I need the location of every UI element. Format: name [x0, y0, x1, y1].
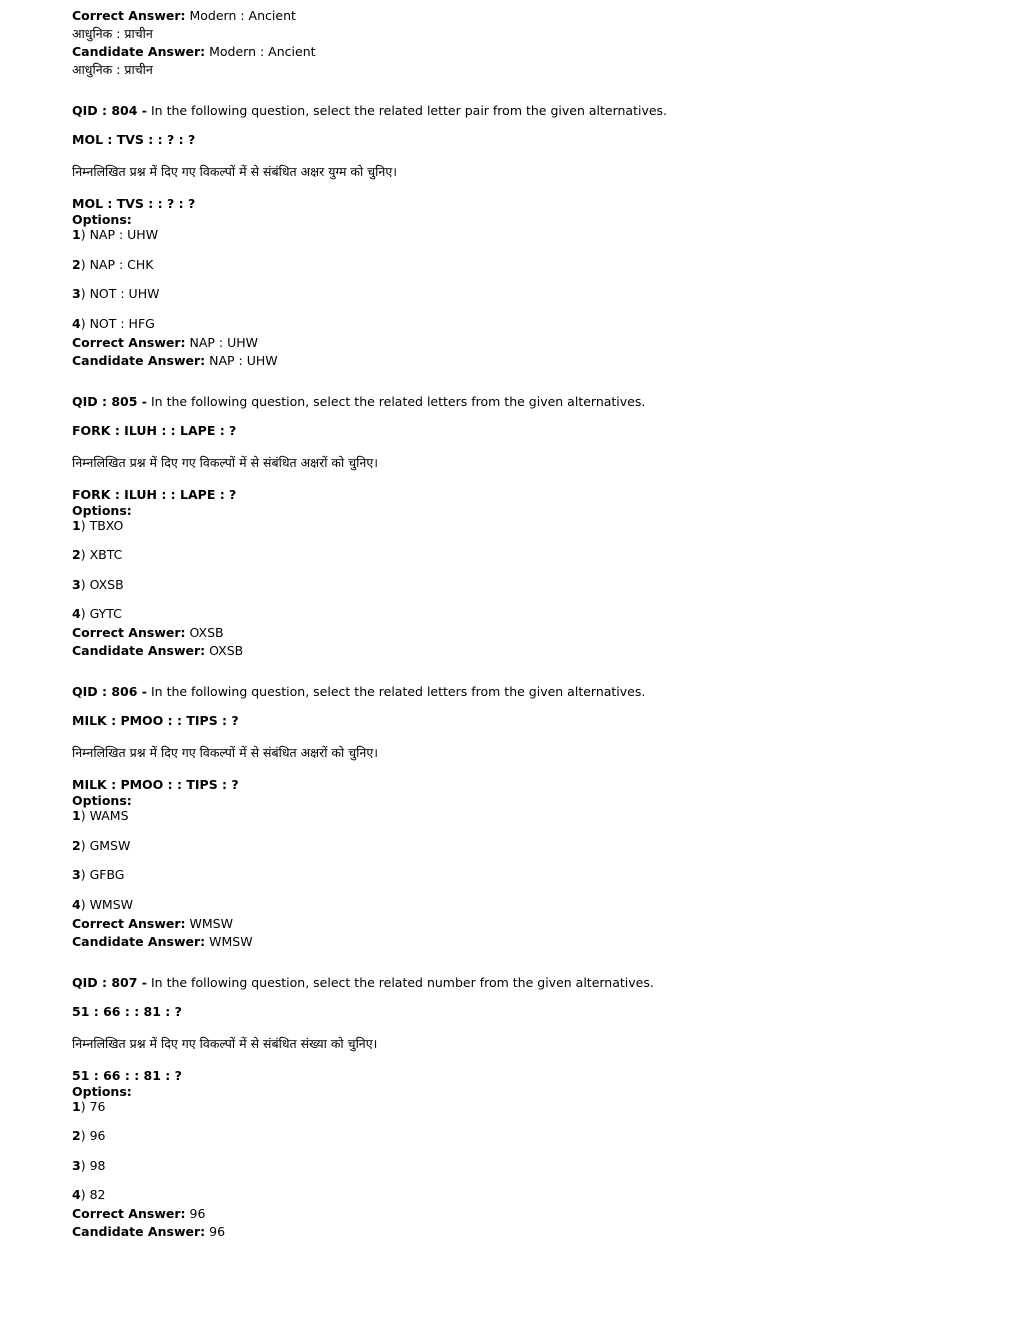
- option-number: 4: [72, 896, 81, 912]
- option-item: 3) GFBG: [72, 867, 125, 882]
- options-label: Options:: [72, 502, 132, 518]
- candidate-answer-value: 96: [209, 1224, 226, 1239]
- question-block: [72, 974, 972, 1242]
- option-text: XBTC: [89, 547, 123, 562]
- option-text: GMSW: [89, 837, 131, 853]
- options-label: Options:: [72, 1083, 132, 1099]
- options-list: [72, 807, 972, 914]
- question-prompt-hindi: FORK : ILUH : : LAPE : ?: [72, 486, 237, 502]
- question-list: [72, 102, 972, 1241]
- option-number: 4: [72, 315, 81, 331]
- candidate-answer-value: Modern : Ancient: [209, 44, 316, 59]
- option-text: NAP : CHK: [89, 256, 154, 272]
- question-header: [72, 393, 972, 411]
- option-item: 4) 82: [72, 1187, 106, 1202]
- option-item: 4) NOT : HFG: [72, 315, 155, 331]
- correct-answer-row: [72, 915, 972, 933]
- question-prompt-english: 51 : 66 : : 81 : ?: [72, 1003, 182, 1019]
- option-item: 2) XBTC: [72, 547, 123, 562]
- option-item: 2) GMSW: [72, 837, 131, 853]
- question-text-english: In the following question, select the related letters from the given alternatives.: [150, 684, 646, 699]
- candidate-answer-row: [72, 1223, 972, 1241]
- option-text: OXSB: [89, 576, 124, 592]
- options-list: [72, 226, 972, 333]
- correct-answer-value: Modern : Ancient: [189, 8, 296, 23]
- option-number: 1: [72, 808, 81, 823]
- option-item: 1) NAP : UHW: [72, 227, 159, 242]
- correct-answer-label: Correct Answer:: [72, 1206, 186, 1221]
- candidate-answer-value: NAP : UHW: [209, 352, 278, 368]
- question-header: [72, 102, 972, 120]
- option-item: 1) TBXO: [72, 517, 124, 533]
- option-number: 4: [72, 606, 81, 621]
- question-prompt-hindi: 51 : 66 : : 81 : ?: [72, 1067, 182, 1083]
- option-item: 1) 76: [72, 1098, 106, 1114]
- question-prompt-hindi: MILK : PMOO : : TIPS : ?: [72, 777, 239, 792]
- option-item: 2) 96: [72, 1128, 106, 1143]
- option-text: TBXO: [89, 517, 124, 533]
- question-text-hindi: निम्नलिखित प्रश्न में दिए गए विकल्पों में से संबंधित संख्या को चुनिए।: [72, 1035, 378, 1051]
- option-item: 3) NOT : UHW: [72, 286, 160, 301]
- correct-answer-label: Correct Answer:: [72, 8, 186, 23]
- options-label: Options:: [72, 212, 132, 227]
- correct-answer-row: [72, 334, 972, 352]
- option-number: 3: [72, 286, 81, 301]
- option-text: 96: [89, 1128, 106, 1143]
- option-text: WMSW: [89, 896, 134, 912]
- candidate-answer-label: Candidate Answer:: [72, 933, 206, 949]
- candidate-answer-row: [72, 43, 972, 61]
- option-text: NOT : UHW: [89, 286, 160, 301]
- question-text-hindi: निम्नलिखित प्रश्न में दिए गए विकल्पों में से संबंधित अक्षरों को चुनिए।: [72, 454, 379, 470]
- question-prompt-english: FORK : ILUH : : LAPE : ?: [72, 422, 237, 438]
- correct-answer-row: [72, 1205, 972, 1223]
- candidate-answer-label: Candidate Answer:: [72, 643, 206, 658]
- question-prompt-english: MOL : TVS : : ? : ?: [72, 132, 196, 147]
- question-id: QID : 804 -: [72, 103, 147, 118]
- question-text-english: In the following question, select the related letter pair from the given alternatives.: [150, 103, 668, 118]
- candidate-answer-value: OXSB: [209, 643, 244, 658]
- option-item: 2) NAP : CHK: [72, 256, 154, 272]
- options-label: Options:: [72, 793, 132, 808]
- correct-answer-value: WMSW: [189, 915, 233, 931]
- question-block: [72, 393, 972, 661]
- question-text-hindi: निम्नलिखित प्रश्न में दिए गए विकल्पों में से संबंधित अक्षर युग्म को चुनिए।: [72, 164, 397, 179]
- option-number: 3: [72, 1157, 81, 1173]
- option-text: GFBG: [89, 867, 125, 882]
- option-text: 98: [89, 1157, 106, 1173]
- option-item: 3) OXSB: [72, 576, 124, 592]
- answer-sheet-page: [72, 7, 972, 1241]
- candidate-answer-row: [72, 933, 972, 951]
- correct-answer-label: Correct Answer:: [72, 334, 186, 350]
- option-number: 1: [72, 227, 81, 242]
- option-text: NAP : UHW: [89, 227, 159, 242]
- question-block: [72, 102, 972, 370]
- option-number: 2: [72, 256, 81, 272]
- correct-answer-value: OXSB: [189, 625, 224, 640]
- option-item: 4) GYTC: [72, 606, 122, 621]
- question-block: [72, 683, 972, 951]
- option-number: 2: [72, 1128, 81, 1143]
- question-id: QID : 806 -: [72, 684, 147, 699]
- option-item: 4) WMSW: [72, 896, 134, 912]
- previous-question-answers: [72, 7, 972, 79]
- question-text-english: In the following question, select the related letters from the given alternatives.: [150, 393, 646, 409]
- question-text-hindi: निम्नलिखित प्रश्न में दिए गए विकल्पों में से संबंधित अक्षरों को चुनिए।: [72, 745, 379, 760]
- option-number: 2: [72, 837, 81, 853]
- correct-answer-value: 96: [189, 1206, 206, 1221]
- question-header: [72, 683, 972, 701]
- candidate-answer-label: Candidate Answer:: [72, 44, 206, 59]
- option-number: 1: [72, 1098, 81, 1114]
- question-id: QID : 807 -: [72, 974, 147, 990]
- correct-answer-hindi: आधुनिक : प्राचीन: [72, 26, 153, 41]
- question-prompt-english: MILK : PMOO : : TIPS : ?: [72, 713, 239, 728]
- candidate-answer-hindi: आधुनिक : प्राचीन: [72, 62, 153, 77]
- option-number: 3: [72, 576, 81, 592]
- option-number: 4: [72, 1187, 81, 1202]
- candidate-answer-label: Candidate Answer:: [72, 352, 206, 368]
- option-item: 3) 98: [72, 1157, 106, 1173]
- correct-answer-value: NAP : UHW: [189, 334, 259, 350]
- candidate-answer-row: [72, 642, 972, 660]
- option-item: 1) WAMS: [72, 808, 129, 823]
- question-text-english: In the following question, select the related number from the given alternatives.: [150, 974, 654, 990]
- candidate-answer-value: WMSW: [209, 933, 253, 949]
- question-prompt-hindi: MOL : TVS : : ? : ?: [72, 196, 196, 211]
- question-header: [72, 974, 972, 992]
- correct-answer-row: [72, 624, 972, 642]
- option-text: 76: [89, 1098, 106, 1114]
- option-number: 1: [72, 517, 81, 533]
- option-text: WAMS: [89, 808, 129, 823]
- option-number: 2: [72, 547, 81, 562]
- correct-answer-row: [72, 7, 972, 25]
- correct-answer-label: Correct Answer:: [72, 625, 186, 640]
- candidate-answer-row: [72, 352, 972, 370]
- options-list: [72, 517, 972, 624]
- options-list: [72, 1098, 972, 1205]
- option-text: 82: [89, 1187, 106, 1202]
- correct-answer-label: Correct Answer:: [72, 915, 186, 931]
- option-text: GYTC: [89, 606, 122, 621]
- question-id: QID : 805 -: [72, 393, 147, 409]
- option-text: NOT : HFG: [89, 315, 155, 331]
- option-number: 3: [72, 867, 81, 882]
- candidate-answer-label: Candidate Answer:: [72, 1224, 206, 1239]
